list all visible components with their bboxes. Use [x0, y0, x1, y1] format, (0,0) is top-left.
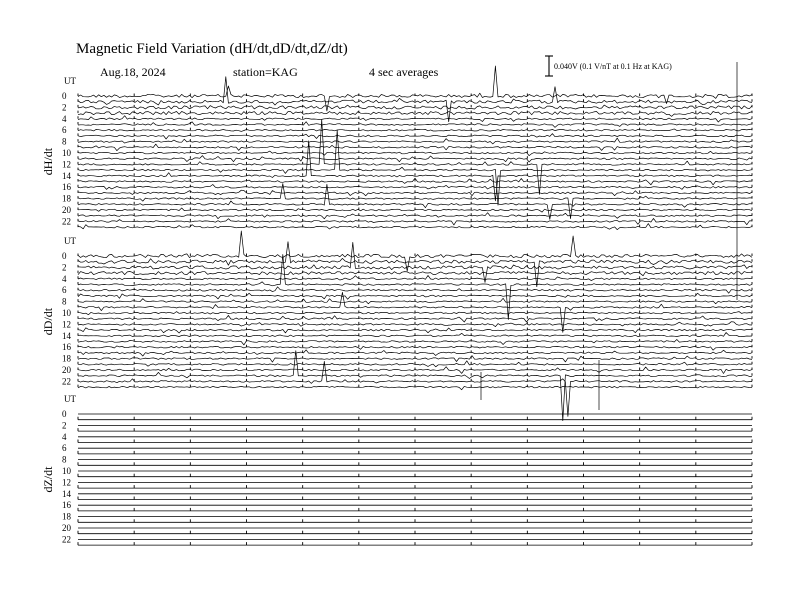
row-trace [78, 255, 752, 320]
hour-label: 22 [62, 216, 71, 227]
hour-label: 10 [62, 148, 71, 158]
hour-label: 14 [62, 488, 71, 499]
hour-label: 22 [62, 534, 71, 545]
hour-label: 18 [62, 511, 71, 522]
panel-dZ-dt [41, 394, 752, 545]
panel-dD-dt [41, 231, 752, 421]
hour-label: 0 [62, 251, 67, 261]
panel-dH-dt [41, 66, 752, 230]
hour-label: 20 [62, 205, 71, 215]
hour-label: 20 [62, 365, 71, 375]
scale-bar-label: 0.040V (0.1 V/nT at 0.1 Hz at KAG) [554, 62, 672, 71]
chart-title: Magnetic Field Variation (dH/dt,dD/dt,dZ/dt) [76, 41, 348, 57]
ut-label: UT [64, 76, 76, 86]
row-trace [78, 242, 752, 287]
panels-group [41, 62, 752, 545]
hour-label: 4 [62, 113, 67, 124]
hour-label: 2 [62, 420, 67, 431]
averaging-label: 4 sec averages [369, 65, 439, 79]
y-axis-label: dZ/dt [41, 466, 55, 493]
hour-label: 12 [62, 477, 71, 488]
station-label: station=KAG [233, 65, 298, 79]
hour-label: 6 [62, 285, 67, 296]
hour-label: 16 [62, 500, 71, 511]
hour-label: 18 [62, 353, 71, 364]
hour-label: 0 [62, 91, 67, 101]
scale-bar [545, 56, 672, 76]
hour-label: 12 [62, 319, 71, 330]
hour-label: 10 [62, 466, 71, 476]
hour-label: 18 [62, 193, 71, 204]
hour-label: 6 [62, 125, 67, 136]
hour-label: 8 [62, 296, 67, 307]
hour-label: 2 [62, 102, 67, 113]
hour-label: 0 [62, 409, 67, 419]
ut-label: UT [64, 236, 76, 246]
hour-label: 6 [62, 443, 67, 454]
hour-label: 8 [62, 454, 67, 465]
hour-label: 16 [62, 182, 71, 193]
hour-label: 2 [62, 262, 67, 273]
hour-label: 14 [62, 170, 71, 181]
hour-label: 16 [62, 342, 71, 353]
hour-label: 20 [62, 523, 71, 533]
y-axis-label: dH/dt [41, 147, 55, 176]
ut-label: UT [64, 394, 76, 404]
hour-label: 22 [62, 376, 71, 387]
y-axis-label: dD/dt [41, 307, 55, 336]
hour-label: 4 [62, 431, 67, 442]
date-label: Aug.18, 2024 [100, 65, 166, 79]
hour-label: 10 [62, 308, 71, 318]
hour-label: 4 [62, 273, 67, 284]
hour-label: 8 [62, 136, 67, 147]
hour-label: 12 [62, 159, 71, 170]
hour-label: 14 [62, 330, 71, 341]
